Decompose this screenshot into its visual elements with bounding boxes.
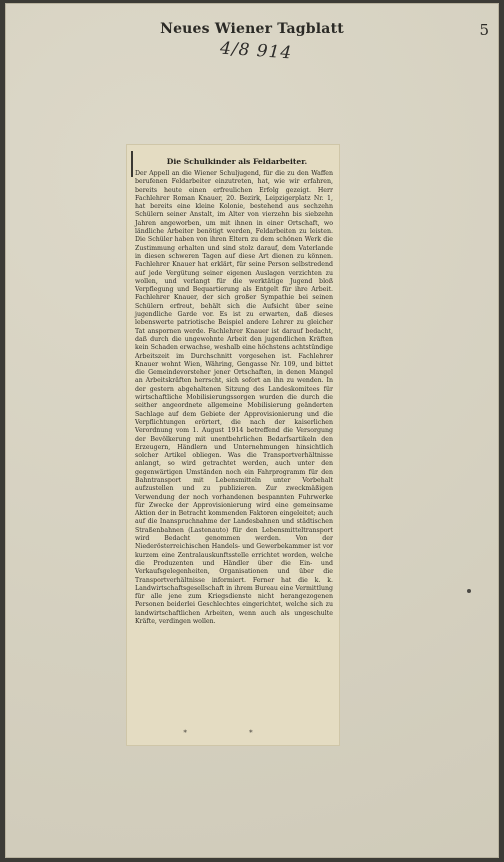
end-marks: * * bbox=[183, 729, 283, 737]
page-number: 5 bbox=[479, 21, 489, 39]
newspaper-name: Neues Wiener Tagblatt bbox=[160, 21, 344, 37]
newspaper-clipping bbox=[127, 145, 339, 745]
pencil-dot bbox=[467, 589, 471, 593]
handwritten-date: 4/8 914 bbox=[219, 38, 293, 64]
article-body: Der Appell an die Wiener Schuljugend, für die zu den Waffen berufenen Feldarbeiter einzutreten, hat, wie wir erfahren, bereits heute einen erfreulichen Erfolg gezeigt. Herr Fachlehrer Roman Knauer, 20. Bezirk, Leipzigerplatz Nr. 1, hat bereits eine kleine Kolonie, bestehend aus sechzehn Schülern seiner Anstalt, im Alter von vierzehn bis siebzehn Jahren angeworben, um mit ihnen in einer Ortschaft, wo ländliche Arbeiter benötigt werden, Feldarbeiten zu leisten. Die Schüler haben von ihren Eltern zu dem schönen Werk die Zustimmung erhalten und sind stolz darauf, dem Vaterlande in diesen schweren Tagen auf diese Art dienen zu können. Fachlehrer Knauer hat erklärt, für seine Person selbstredend auf jede Vergütung seiner eigenen Auslagen verzichten zu wollen, und verlangt für die werktätige Jugend bloß Verpflegung und Bequartierung als Entgelt für ihre Arbeit. Fachlehrer Knauer, der sich großer Sympathie bei seinen Schülern erfreut, behält sich die Aufsicht über seine jugendliche Garde vor. Es ist zu erwarten, daß dieses lebenswerte patriotische Beispiel andere Lehrer zu gleicher Tat anspornen werde. Fachlehrer Knauer ist darauf bedacht, daß durch die ungewohnte Arbeit den jugendlichen Kräften kein Schaden erwachse, weshalb eine höchstens achtstündige Arbeitszeit im Durchschnitt vorgesehen ist. Fachlehrer Knauer wohnt Wien, Währing, Gengasse Nr. 109, und bittet die Gemeindevorsteher jener Ortschaften, in denen Mangel an Arbeitskräften herrscht, sich sofort an ihn zu wenden. In der gestern abgehaltenen Sitzung des Landeskomitees für wirtschaftliche Mobilisierungssorgen wurden die durch die seither angeordnete allgemeine Mobilisierung geänderten Sachlage auf dem Gebiete der Approvisionierung und die Verpflichtungen erörtert, die nach der kaiserlichen Verordnung vom 1. August 1914 betreffend die Versorgung der Bevölkerung mit unentbehrlichen Bedarfsartikeln den Erzeugern, Händlern und Unternehmungen hinsichtlich solcher Artikel obliegen. Was die Transportverhältnisse anlangt, so wird getrachtet werden, auch unter den gegenwärtigen Umständen noch ein Fahrprogramm für den Bahntransport mit Lebensmitteln unter Vorbehalt aufzustellen und zu publizieren. Zur zweckmäßigen Verwendung der noch vorhandenen bespannten Fuhrwerke für Zwecke der Approvisionierung wird eine gemeinsame Aktion der in Betracht kommenden Faktoren eingeleitet; auch auf die Inanspruchnahme der Landesbahnen und städtischen Straßenbahnen (Lastenauto) für den Lebensmitteltransport wird Bedacht genommen werden. Von der Niederösterreichischen Handels- und Gewerbekammer ist vor kurzem eine Zentralauskunftsstelle errichtet worden, welche die Produzenten und Händler über die Ein- und Verkaufsgelegenheiten, Organisationen und über die Transportverhältnisse informiert. Ferner hat die k. k. Landwirtschaftsgesellschaft in ihrem Bureau eine Vermittlung für alle jene zum Kriegsdienste nicht herangezogenen Personen beiderlei Geschlechtes eingerichtet, welche sich zu landwirtschaftlichen Arbeiten, wenn auch als ungeschulte Kräfte, verdingen wollen. bbox=[135, 170, 333, 626]
archive-page bbox=[5, 3, 499, 858]
margin-rule bbox=[131, 151, 133, 177]
article-title: Die Schulkinder als Feldarbeiter. bbox=[166, 157, 308, 166]
